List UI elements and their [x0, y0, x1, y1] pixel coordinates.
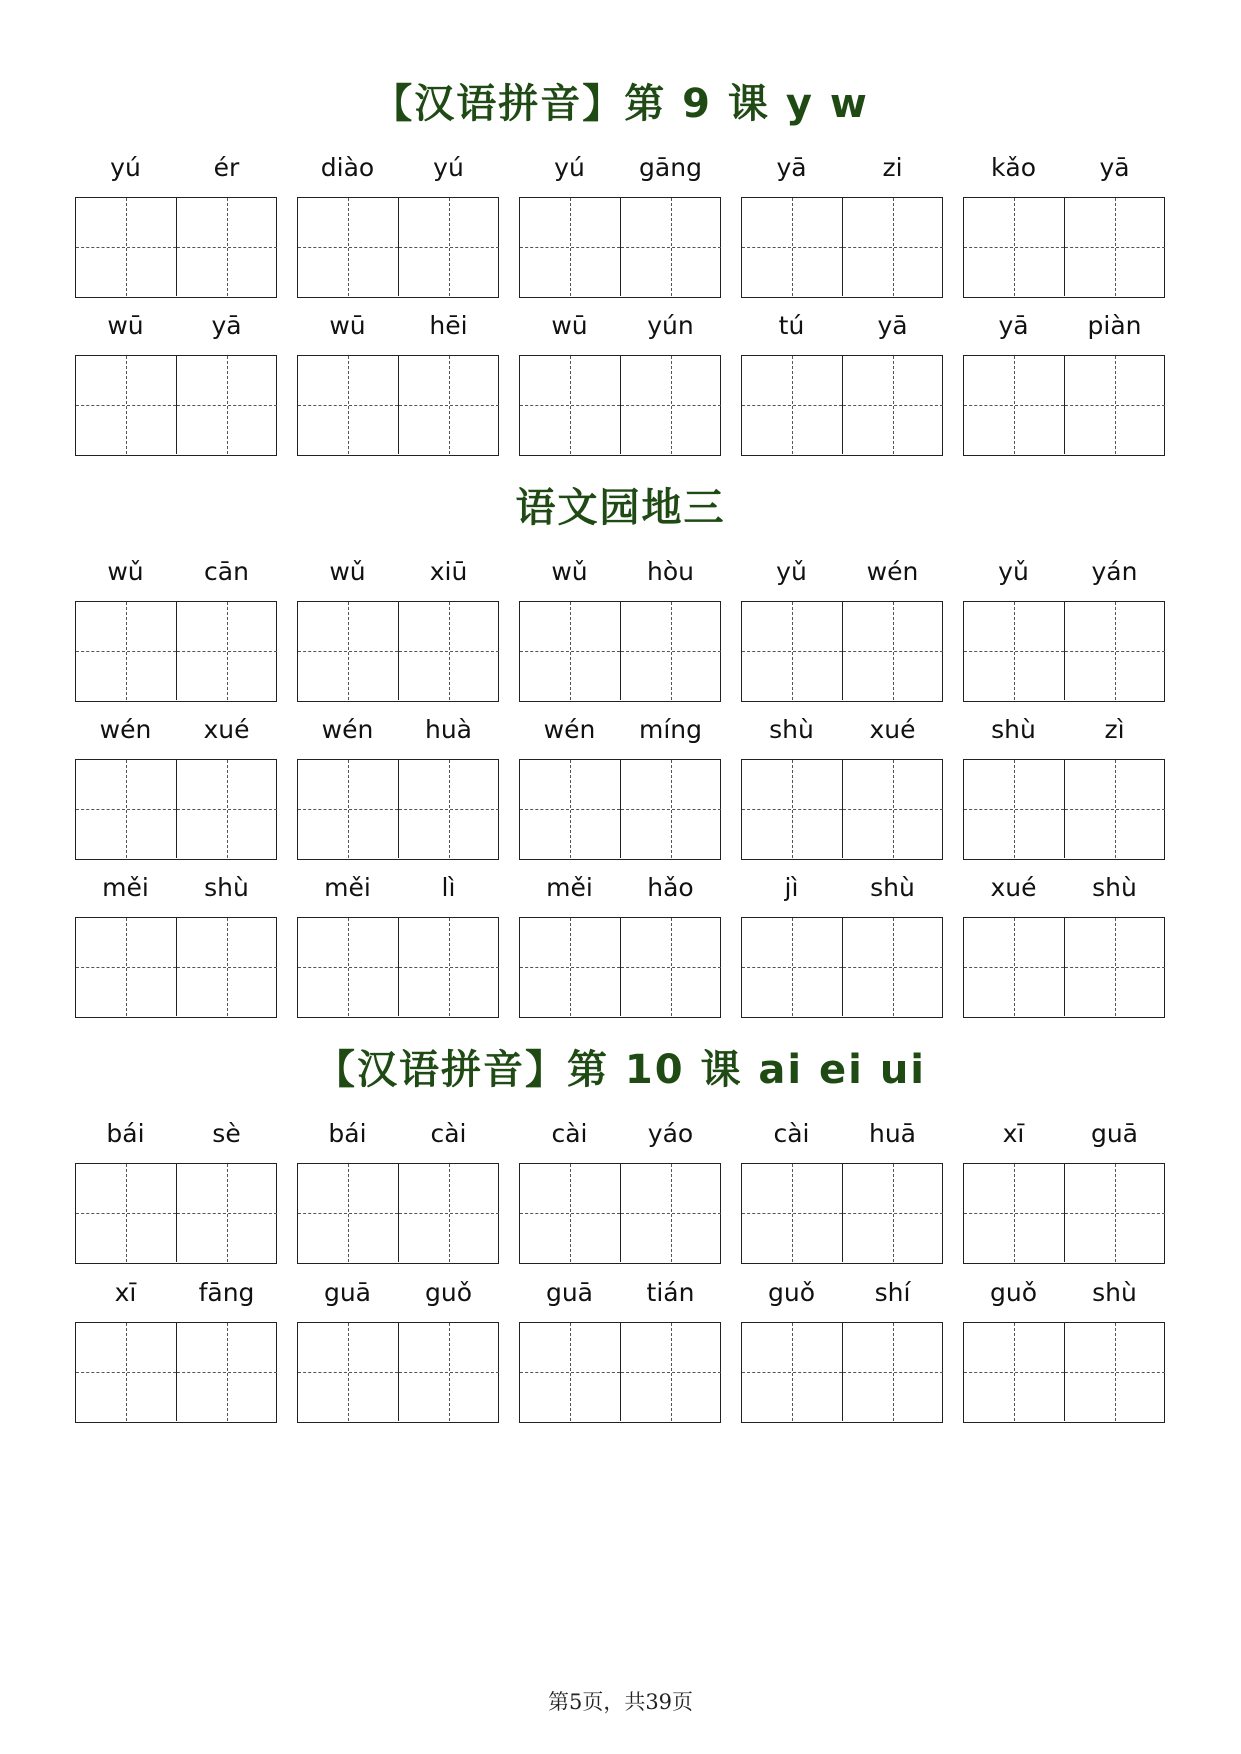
writing-grid [519, 601, 721, 702]
word-row [75, 1114, 1167, 1264]
dashed-horizontal-guide [298, 1213, 398, 1214]
writing-grid [297, 759, 499, 860]
dashed-horizontal-guide [399, 809, 499, 810]
word-group [75, 552, 277, 702]
dashed-horizontal-guide [1065, 405, 1165, 406]
dashed-horizontal-guide [621, 809, 721, 810]
writing-grid [741, 601, 943, 702]
word-group [963, 1114, 1165, 1264]
tianzige-cell[interactable] [520, 918, 620, 1016]
tianzige-cell[interactable] [620, 1164, 721, 1262]
tianzige-cell[interactable] [620, 918, 721, 1016]
writing-grid [519, 355, 721, 456]
tianzige-cell[interactable] [298, 198, 398, 296]
pinyin-label: guǒ [989, 1278, 1037, 1307]
pinyin-label: wū [107, 311, 144, 340]
dashed-horizontal-guide [399, 1213, 499, 1214]
word-group [963, 306, 1165, 456]
writing-grid [297, 1163, 499, 1264]
tianzige-cell[interactable] [398, 602, 499, 700]
pinyin-label: měi [324, 873, 371, 902]
pinyin-label: wǔ [107, 557, 144, 586]
pinyin-label: xué [990, 873, 1037, 902]
dashed-horizontal-guide [298, 809, 398, 810]
word-group [741, 1273, 943, 1423]
tianzige-cell[interactable] [842, 918, 943, 1016]
dashed-horizontal-guide [964, 651, 1064, 652]
pinyin-label: sè [212, 1119, 241, 1148]
dashed-horizontal-guide [843, 809, 943, 810]
pinyin-label: wén [321, 715, 374, 744]
dashed-horizontal-guide [520, 1213, 620, 1214]
dashed-horizontal-guide [520, 405, 620, 406]
dashed-horizontal-guide [298, 967, 398, 968]
word-group [963, 148, 1165, 298]
pinyin-label: cài [430, 1119, 467, 1148]
tianzige-cell[interactable] [398, 198, 499, 296]
pinyin-label: xué [203, 715, 250, 744]
word-group [519, 710, 721, 860]
pinyin-label: xī [114, 1278, 137, 1307]
pinyin-label: wū [551, 311, 588, 340]
tianzige-cell[interactable] [1064, 356, 1165, 454]
tianzige-cell[interactable] [398, 1323, 499, 1421]
dashed-horizontal-guide [964, 405, 1064, 406]
dashed-horizontal-guide [1065, 809, 1165, 810]
tianzige-cell[interactable] [176, 760, 277, 858]
pinyin-label: yán [1091, 557, 1138, 586]
word-group [75, 710, 277, 860]
dashed-horizontal-guide [621, 651, 721, 652]
section-title-yuwen-yuandi-3: 语文园地三 [515, 485, 726, 531]
pinyin-label: cān [204, 557, 249, 586]
dashed-horizontal-guide [399, 247, 499, 248]
word-group [75, 148, 277, 298]
pinyin-label: zi [882, 153, 903, 182]
dashed-horizontal-guide [843, 1213, 943, 1214]
tianzige-cell[interactable] [842, 760, 943, 858]
tianzige-cell[interactable] [1064, 1164, 1165, 1262]
writing-grid [519, 1322, 721, 1423]
dashed-horizontal-guide [742, 967, 842, 968]
pinyin-label: wǔ [329, 557, 366, 586]
dashed-horizontal-guide [1065, 651, 1165, 652]
word-group [963, 868, 1165, 1018]
tianzige-cell[interactable] [298, 602, 398, 700]
tianzige-cell[interactable] [176, 198, 277, 296]
pinyin-label: piàn [1087, 311, 1142, 340]
dashed-horizontal-guide [742, 1213, 842, 1214]
pinyin-label: shù [870, 873, 915, 902]
word-group [741, 148, 943, 298]
tianzige-cell[interactable] [1064, 602, 1165, 700]
pinyin-label: guǒ [424, 1278, 472, 1307]
word-row [75, 710, 1167, 860]
word-group [519, 1114, 721, 1264]
tianzige-cell[interactable] [298, 1164, 398, 1262]
writing-grid [75, 1163, 277, 1264]
writing-grid [741, 1322, 943, 1423]
pinyin-label: hǎo [647, 873, 694, 902]
writing-grid [297, 197, 499, 298]
tianzige-cell[interactable] [520, 602, 620, 700]
writing-grid [75, 1322, 277, 1423]
word-group [741, 710, 943, 860]
dashed-horizontal-guide [76, 1213, 176, 1214]
pinyin-label: měi [546, 873, 593, 902]
tianzige-cell[interactable] [76, 918, 176, 1016]
pinyin-label: lì [441, 873, 456, 902]
dashed-horizontal-guide [843, 405, 943, 406]
writing-grid [741, 759, 943, 860]
tianzige-cell[interactable] [842, 602, 943, 700]
writing-grid [741, 197, 943, 298]
dashed-horizontal-guide [177, 1372, 277, 1373]
tianzige-cell[interactable] [742, 918, 842, 1016]
dashed-horizontal-guide [843, 1372, 943, 1373]
pinyin-label: fāng [198, 1278, 255, 1307]
dashed-horizontal-guide [742, 405, 842, 406]
writing-grid [519, 917, 721, 1018]
dashed-horizontal-guide [1065, 1213, 1165, 1214]
tianzige-cell[interactable] [742, 198, 842, 296]
pinyin-label: yā [776, 153, 807, 182]
dashed-horizontal-guide [520, 1372, 620, 1373]
tianzige-cell[interactable] [520, 760, 620, 858]
section-title-lesson-9: 【汉语拼音】第 9 课 y w [372, 81, 869, 127]
pinyin-label: yǔ [776, 557, 807, 586]
writing-grid [297, 355, 499, 456]
dashed-horizontal-guide [76, 651, 176, 652]
pinyin-label: yáo [647, 1119, 694, 1148]
tianzige-cell[interactable] [176, 1323, 277, 1421]
word-group [297, 1273, 499, 1423]
pinyin-label: shù [769, 715, 814, 744]
pinyin-label: wén [543, 715, 596, 744]
pinyin-label: wén [866, 557, 919, 586]
pinyin-label: shù [204, 873, 249, 902]
dashed-horizontal-guide [76, 809, 176, 810]
tianzige-cell[interactable] [520, 1164, 620, 1262]
dashed-horizontal-guide [843, 967, 943, 968]
pinyin-label: yā [998, 311, 1029, 340]
tianzige-cell[interactable] [620, 198, 721, 296]
tianzige-cell[interactable] [398, 1164, 499, 1262]
word-group [519, 552, 721, 702]
pinyin-label: yā [211, 311, 242, 340]
pinyin-label: xué [869, 715, 916, 744]
pinyin-label: bái [328, 1119, 367, 1148]
writing-grid [75, 197, 277, 298]
word-group [741, 1114, 943, 1264]
tianzige-cell[interactable] [1064, 760, 1165, 858]
writing-grid [741, 917, 943, 1018]
tianzige-cell[interactable] [76, 602, 176, 700]
dashed-horizontal-guide [399, 405, 499, 406]
pinyin-label: hēi [429, 311, 468, 340]
pinyin-label: wǔ [551, 557, 588, 586]
dashed-horizontal-guide [742, 247, 842, 248]
word-group [75, 868, 277, 1018]
tianzige-cell[interactable] [76, 1164, 176, 1262]
tianzige-cell[interactable] [76, 198, 176, 296]
pinyin-label: tián [646, 1278, 695, 1307]
pinyin-label: yā [877, 311, 908, 340]
writing-grid [963, 917, 1165, 1018]
dashed-horizontal-guide [298, 1372, 398, 1373]
tianzige-cell[interactable] [398, 760, 499, 858]
word-group [519, 306, 721, 456]
tianzige-cell[interactable] [964, 1164, 1064, 1262]
word-row [75, 868, 1167, 1018]
tianzige-cell[interactable] [620, 602, 721, 700]
tianzige-cell[interactable] [298, 1323, 398, 1421]
tianzige-cell[interactable] [842, 198, 943, 296]
tianzige-cell[interactable] [842, 1164, 943, 1262]
dashed-horizontal-guide [742, 1372, 842, 1373]
tianzige-cell[interactable] [298, 356, 398, 454]
word-group [297, 710, 499, 860]
dashed-horizontal-guide [1065, 967, 1165, 968]
word-group [963, 552, 1165, 702]
pinyin-label: shù [1092, 1278, 1137, 1307]
tianzige-cell[interactable] [520, 1323, 620, 1421]
writing-grid [75, 355, 277, 456]
tianzige-cell[interactable] [398, 356, 499, 454]
dashed-horizontal-guide [1065, 1372, 1165, 1373]
word-group [75, 1114, 277, 1264]
writing-grid [963, 355, 1165, 456]
tianzige-cell[interactable] [742, 356, 842, 454]
writing-grid [519, 759, 721, 860]
tianzige-cell[interactable] [964, 198, 1064, 296]
word-group [519, 1273, 721, 1423]
dashed-horizontal-guide [76, 247, 176, 248]
word-group [75, 306, 277, 456]
tianzige-cell[interactable] [620, 356, 721, 454]
dashed-horizontal-guide [520, 967, 620, 968]
dashed-horizontal-guide [76, 967, 176, 968]
tianzige-cell[interactable] [298, 760, 398, 858]
tianzige-cell[interactable] [964, 760, 1064, 858]
word-row [75, 306, 1167, 456]
dashed-horizontal-guide [76, 405, 176, 406]
pinyin-label: xiū [429, 557, 468, 586]
tianzige-cell[interactable] [842, 1323, 943, 1421]
dashed-horizontal-guide [520, 247, 620, 248]
word-group [519, 148, 721, 298]
dashed-horizontal-guide [742, 651, 842, 652]
writing-grid [75, 601, 277, 702]
word-group [519, 868, 721, 1018]
word-group [297, 552, 499, 702]
pinyin-label: hòu [647, 557, 694, 586]
pinyin-label: yú [110, 153, 141, 182]
pinyin-label: yǔ [998, 557, 1029, 586]
dashed-horizontal-guide [399, 967, 499, 968]
writing-grid [741, 1163, 943, 1264]
tianzige-cell[interactable] [398, 918, 499, 1016]
tianzige-cell[interactable] [964, 602, 1064, 700]
dashed-horizontal-guide [964, 1213, 1064, 1214]
dashed-horizontal-guide [76, 1372, 176, 1373]
tianzige-cell[interactable] [964, 1323, 1064, 1421]
writing-grid [519, 197, 721, 298]
writing-grid [297, 601, 499, 702]
tianzige-cell[interactable] [76, 1323, 176, 1421]
word-group [741, 306, 943, 456]
writing-grid [75, 917, 277, 1018]
dashed-horizontal-guide [177, 405, 277, 406]
writing-grid [963, 759, 1165, 860]
word-group [963, 1273, 1165, 1423]
writing-grid [75, 759, 277, 860]
dashed-horizontal-guide [399, 651, 499, 652]
pinyin-label: yú [433, 153, 464, 182]
pinyin-label: cài [551, 1119, 588, 1148]
tianzige-cell[interactable] [620, 1323, 721, 1421]
pinyin-label: wén [99, 715, 152, 744]
pinyin-label: diào [320, 153, 375, 182]
tianzige-cell[interactable] [76, 760, 176, 858]
tianzige-cell[interactable] [520, 198, 620, 296]
tianzige-cell[interactable] [1064, 198, 1165, 296]
dashed-horizontal-guide [1065, 247, 1165, 248]
word-group [963, 710, 1165, 860]
dashed-horizontal-guide [177, 1213, 277, 1214]
tianzige-cell[interactable] [298, 918, 398, 1016]
tianzige-cell[interactable] [742, 1164, 842, 1262]
tianzige-cell[interactable] [742, 760, 842, 858]
dashed-horizontal-guide [742, 809, 842, 810]
writing-grid [297, 917, 499, 1018]
dashed-horizontal-guide [621, 247, 721, 248]
dashed-horizontal-guide [621, 967, 721, 968]
page-number-footer: 第5页，共39页 [547, 1690, 694, 1714]
dashed-horizontal-guide [177, 809, 277, 810]
pinyin-label: shù [991, 715, 1036, 744]
tianzige-cell[interactable] [176, 602, 277, 700]
pinyin-label: míng [638, 715, 702, 744]
word-group [741, 552, 943, 702]
tianzige-cell[interactable] [520, 356, 620, 454]
dashed-horizontal-guide [520, 651, 620, 652]
pinyin-label: zì [1104, 715, 1125, 744]
dashed-horizontal-guide [964, 967, 1064, 968]
pinyin-label: shù [1092, 873, 1137, 902]
pinyin-label: měi [102, 873, 149, 902]
dashed-horizontal-guide [298, 247, 398, 248]
pinyin-label: yú [554, 153, 585, 182]
word-group [297, 868, 499, 1018]
writing-grid [963, 1322, 1165, 1423]
dashed-horizontal-guide [964, 809, 1064, 810]
dashed-horizontal-guide [843, 247, 943, 248]
dashed-horizontal-guide [843, 651, 943, 652]
tianzige-cell[interactable] [742, 602, 842, 700]
tianzige-cell[interactable] [76, 356, 176, 454]
pinyin-label: guā [545, 1278, 594, 1307]
dashed-horizontal-guide [298, 651, 398, 652]
writing-grid [519, 1163, 721, 1264]
dashed-horizontal-guide [520, 809, 620, 810]
dashed-horizontal-guide [177, 967, 277, 968]
pinyin-label: wū [329, 311, 366, 340]
word-group [297, 148, 499, 298]
word-group [297, 306, 499, 456]
pinyin-label: guā [1090, 1119, 1139, 1148]
tianzige-cell[interactable] [176, 918, 277, 1016]
pinyin-label: jì [784, 873, 799, 902]
pinyin-label: cài [773, 1119, 810, 1148]
tianzige-cell[interactable] [964, 918, 1064, 1016]
writing-grid [963, 601, 1165, 702]
section-title-lesson-10: 【汉语拼音】第 10 课 ai ei ui [314, 1047, 927, 1093]
pinyin-label: huā [868, 1119, 916, 1148]
pinyin-label: ér [213, 153, 240, 182]
dashed-horizontal-guide [621, 1372, 721, 1373]
dashed-horizontal-guide [177, 247, 277, 248]
word-group [75, 1273, 277, 1423]
word-group [741, 868, 943, 1018]
tianzige-cell[interactable] [1064, 918, 1165, 1016]
dashed-horizontal-guide [621, 1213, 721, 1214]
pinyin-label: yā [1099, 153, 1130, 182]
pinyin-label: guǒ [767, 1278, 815, 1307]
pinyin-label: shí [874, 1278, 911, 1307]
tianzige-cell[interactable] [176, 1164, 277, 1262]
writing-grid [297, 1322, 499, 1423]
dashed-horizontal-guide [964, 247, 1064, 248]
tianzige-cell[interactable] [1064, 1323, 1165, 1421]
tianzige-cell[interactable] [176, 356, 277, 454]
pinyin-label: bái [106, 1119, 145, 1148]
dashed-horizontal-guide [399, 1372, 499, 1373]
writing-grid [741, 355, 943, 456]
pinyin-label: tú [778, 311, 805, 340]
tianzige-cell[interactable] [842, 356, 943, 454]
word-row [75, 148, 1167, 298]
tianzige-cell[interactable] [964, 356, 1064, 454]
writing-grid [963, 197, 1165, 298]
writing-grid [963, 1163, 1165, 1264]
pinyin-label: xī [1002, 1119, 1025, 1148]
dashed-horizontal-guide [964, 1372, 1064, 1373]
pinyin-label: yún [647, 311, 694, 340]
dashed-horizontal-guide [177, 651, 277, 652]
pinyin-label: gāng [639, 153, 702, 182]
word-row [75, 552, 1167, 702]
tianzige-cell[interactable] [620, 760, 721, 858]
pinyin-label: kǎo [990, 153, 1037, 182]
tianzige-cell[interactable] [742, 1323, 842, 1421]
word-group [297, 1114, 499, 1264]
pinyin-label: huà [424, 715, 472, 744]
dashed-horizontal-guide [621, 405, 721, 406]
dashed-horizontal-guide [298, 405, 398, 406]
pinyin-label: guā [323, 1278, 372, 1307]
word-row [75, 1273, 1167, 1423]
